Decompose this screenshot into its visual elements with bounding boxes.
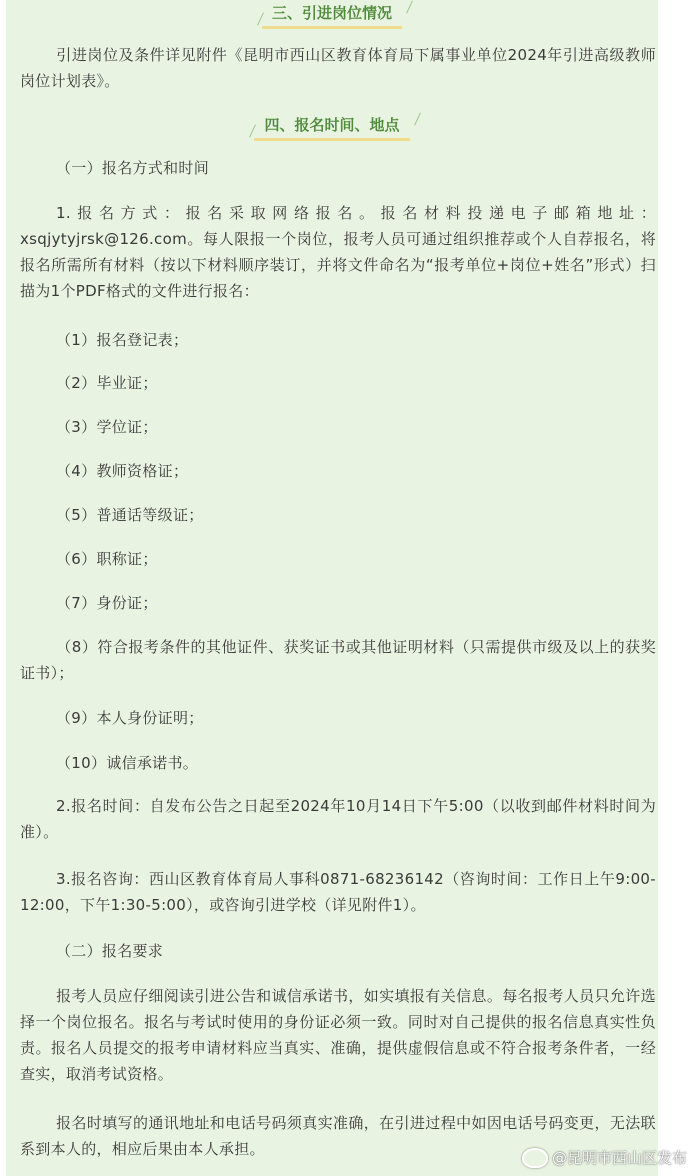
material-item: （9）本人身份证明；	[56, 709, 204, 727]
weibo-watermark	[522, 1147, 687, 1168]
material-item: （1）报名登记表；	[56, 331, 189, 349]
registration-inquiry-paragraph: 3.报名咨询：西山区教育体育局人事科0871-68236142（咨询时间：工作日上午9:00-12:00，下午1:30-5:00），或咨询引进学校（详见附件1）。	[20, 870, 656, 914]
registration-method-paragraph: 1.报名方式：报名采取网络报名。报名材料投递电子邮箱地址：xsqjytyjrsk@126.com。每人限报一个岗位，报考人员可通过组织推荐或个人自荐报名，将报名所需所有材料（按以下材料顺序装订，并将文件命名为“报考单位+岗位+姓名”形式）扫描为1个PDF格式的文件进行报名：	[20, 204, 656, 300]
material-item: （7）身份证；	[56, 594, 158, 612]
section-4-title: 四、报名时间、地点	[264, 116, 400, 134]
section-3-title: 三、引进岗位情况	[271, 4, 392, 22]
material-item: （5）普通话等级证；	[56, 506, 204, 524]
requirements-paragraph-2: 报名时填写的通讯地址和电话号码须真实准确，在引进过程中如因电话号码变更，无法联系到本人的，相应后果由本人承担。	[20, 1114, 656, 1158]
document-panel	[6, 0, 658, 1176]
registration-time-paragraph: 2.报名时间：自发布公告之日起至2024年10月14日下午5:00（以收到邮件材料时间为准）。	[20, 797, 656, 841]
section-3-paragraph: 引进岗位及条件详见附件《昆明市西山区教育体育局下属事业单位2024年引进高级教师岗位计划表》。	[20, 46, 656, 90]
material-item: （8）符合报考条件的其他证件、获奖证书或其他证明材料（只需提供市级及以上的获奖证书）；	[20, 638, 656, 682]
material-item: （3）学位证；	[56, 418, 158, 436]
material-item: （4）教师资格证；	[56, 462, 189, 480]
material-item: （10）诚信承诺书。	[56, 754, 199, 772]
section-4-heading	[6, 114, 658, 141]
material-item: （2）毕业证；	[56, 374, 158, 392]
subsection-2-title: （二）报名要求	[56, 942, 164, 960]
subsection-1-title: （一）报名方式和时间	[56, 159, 210, 177]
section-3-heading	[6, 2, 658, 29]
watermark-text: @昆明市西山区发布	[551, 1149, 687, 1167]
material-item: （6）职称证；	[56, 550, 158, 568]
weibo-logo-icon	[522, 1148, 548, 1168]
requirements-paragraph-1: 报考人员应仔细阅读引进公告和诚信承诺书，如实填报有关信息。每名报考人员只允许选择一个岗位报名。报名与考试时使用的身份证必须一致。同时对自己提供的报名信息真实性负责。报名人员提交的报考申请材料应当真实、准确，提供虚假信息或不符合报考条件者，一经查实，取消考试资格。	[20, 987, 656, 1083]
